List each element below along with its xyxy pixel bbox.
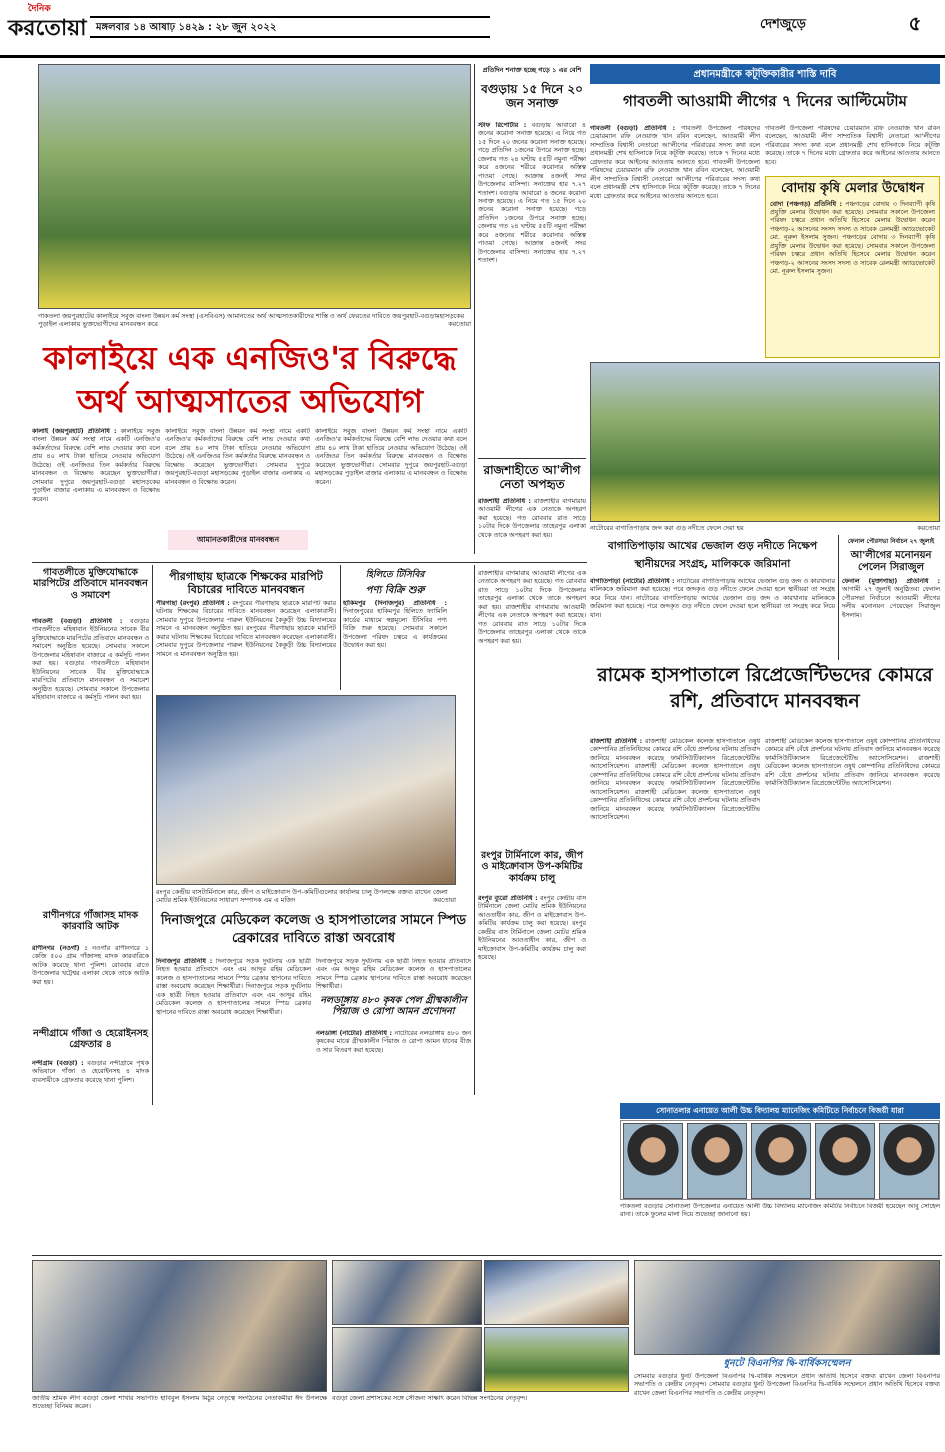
- caption-text: রংপুর কেন্দ্রীয় বাসটার্মিনালে কার, জীপ ও মাইক্রোবাস উপ-কমিটিগুলোর কার্যালয় চালু উপলক্ষে বক্তব্য রাখেন জেলা মোটর শ্রমিক ইউনিয়নের সাধারণ সম্পাদক এম এ মজিদ: [156, 888, 448, 905]
- bagatipara-headline-2: স্থানীয়দের সংগ্রহ, মালিককে জরিমানা: [634, 558, 791, 570]
- dinajpur-body: [156, 958, 311, 1098]
- gabtali-mukti-headline: গাবতলীতে মুক্তিযোদ্ধাকে মারপিটের প্রতিবাদে মানববন্ধন ও সমাবেশ: [33, 567, 148, 601]
- main-headline-2: অর্থ আত্মসাতের অভিযোগ: [76, 382, 424, 420]
- story-body-cont2: রাজশাহী মেডিকেল কলেজ হাসপাতালে ওষুধ কোম্পানির প্রতিনিধিদের কোমরে রশি বেঁধে প্রদর্শনের ঘটনায় প্রতিবাদ জানিয়ে মানববন্ধন করেছে ফার্মাসিউটিক্যালস রিপ্রেজেন্টেটিভ অ্যাসোসিয়েশন।: [590, 788, 760, 821]
- story-body: দিনাজপুরে সড়ক দুর্ঘটনায় এক ছাত্রী নিহত হওয়ার প্রতিবাদে এবং এম আব্দুর রহিম মেডিকেল কলেজ ও হাসপাতালের সামনে স্পিড ব্রেকার স্থাপনের দাবিতে রাস্তা অবরোধ করেছেন শিক্ষার্থীরা।: [156, 958, 311, 991]
- column-divider: [474, 565, 475, 1095]
- bottom-mid-caption: বগুড়া জেলা প্রশাসকের সঙ্গে সৌজন্য সাক্ষাৎ করেন বিভিন্ন সংগঠনের নেতৃবৃন্দ।: [332, 1395, 528, 1402]
- story-body-cont: রংপুর কেন্দ্রীয় বাস টার্মিনালে জেলা মোটর শ্রমিক ইউনিয়নের আওতাধীন কার, জীপ ও মাইক্রোবাস উপ-কমিটির কার্যক্রম চালু করা হয়েছে।: [478, 920, 586, 962]
- story-body-cont: রাজশাহী মেডিকেল কলেজ হাসপাতালে ওষুধ কোম্পানির প্রতিনিধিদের কোমরে রশি বেঁধে প্রদর্শনের ঘটনায় প্রতিবাদ জানিয়ে মানববন্ধন করেছে ফার্মাসিউটিক্যালস রিপ্রেজেন্টেটিভ অ্যাসোসিয়েশন।: [765, 754, 940, 788]
- byline: পীরগাছা (রংপুর) প্রতিনিধি :: [156, 600, 230, 607]
- byline: স্টাফ রিপোর্টার :: [478, 122, 527, 129]
- story-body: রাজশাহীর বাগমারায় আওয়ামী লীগের এক নেতাকে অপহরণ করা হয়েছে। গত রোববার রাত সাড়ে ১০টার দিকে উপজেলার তাহেরপুর এলাকা থেকে তাকে অপহরণ করা হয়।: [478, 498, 586, 539]
- corona-headline: বগুড়ায় ১৫ দিনে ২০ জন সনাক্ত: [481, 82, 583, 111]
- tcb-headline: পণ্য বিক্রি শুরু: [365, 585, 425, 596]
- story-body: রংপুরের পীরগাছায় ছাত্রকে মারপিট করার ঘটনায় শিক্ষকের বিচারের দাবিতে মানববন্ধন করেছেন এলাকাবাসী। সোমবার দুপুরে উপজেলার পারুল ইউনিয়নের কৈকুড়ী উচ্চ বিদ্যালয়ের সামনে এ মানববন্ধন অনুষ্ঠিত হয়।: [156, 600, 336, 633]
- gabtali-headline: গাবতলী আওয়ামী লীগের ৭ দিনের আল্টিমেটাম: [623, 92, 907, 110]
- page-number: ৫: [908, 11, 922, 35]
- gabtali-mukti-body: [32, 618, 149, 908]
- logo-title: করতোয়া: [8, 15, 87, 41]
- main-story-col1: [32, 428, 160, 558]
- caption-text: নাটোরের বাগাতিপাড়ায় জব্দ করা গুড় নদীতে ফেলে দেয়া হয়: [590, 524, 744, 532]
- byline: বোদা (পঞ্চগড়) প্রতিনিধি :: [770, 200, 842, 208]
- main-story-col3: কালাইয়ে সবুজ বাংলা উন্নয়ন কর্ম সংস্থা নামে একটি এনজিও'র কর্মকর্তাদের বিরুদ্ধে বেশি লাভ দেওয়ার কথা বলে প্রায় ৪০ লাখ টাকা হাতিয়ে নেওয়ার অভিযোগ উঠেছে। ওই এনজিওর তিন কর্মকর্তার বিরুদ্ধে মানববন্ধন ও বিক্ষোভ করেছেন ভুক্তভোগীরা। সোমবার দুপুরে জয়পুরহাট-বগুড়া মহাসড়কের পুড়াইল বাজার এলাকায় এ মানববন্ধন ও বিক্ষোভ করেন।: [315, 428, 467, 486]
- right-banner: প্রধানমন্ত্রীকে কটূক্তিকারীর শাস্তি দাবি: [590, 64, 940, 84]
- award-banner: সোনাতলার এনায়েত আলী উচ্চ বিদ্যালয় ম্যানেজিং কমিটিতে নির্বাচনে বিজয়ী যারা: [620, 1103, 940, 1119]
- winner-portrait: [815, 1123, 875, 1199]
- bagatipara-headline-1: বাগাতিপাড়ায় আখের ভেজাল গুড় নদীতে নিক্ষেপ: [607, 540, 818, 552]
- naldanga-body: [316, 1030, 471, 1100]
- column-divider: [838, 535, 839, 660]
- story-body: রংপুর কেন্দ্রীয় বাস টার্মিনালে জেলা মোটর শ্রমিক ইউনিয়নের আওতাধীন কার, জীপ ও মাইক্রোবাস উপ-কমিটির কার্যক্রম চালু করা হয়েছে।: [478, 895, 586, 928]
- tcb-body: [343, 600, 447, 690]
- story-body: নাটোরের নলডাঙ্গায় ৪৮০ জন কৃষকের মাঝে গ্রীষ্মকালীন পিঁয়াজ ও রোপা আমন ধানের বীজ ও সার বিতরণ করা হয়েছে।: [316, 1030, 471, 1054]
- column-divider: [474, 64, 475, 554]
- rangpur-photo-caption: [156, 888, 456, 905]
- story-body: আগামী ২৭ জুলাই অনুষ্ঠিতব্য ফেনাল পৌরসভা নির্বাচনে আওয়ামী লীগের দলীয় মনোনয়ন পেয়েছেন সিরাজুল ইসলাম।: [842, 586, 940, 619]
- divider: [478, 458, 586, 459]
- photo-credit: করতোয়া: [433, 896, 456, 905]
- award-photos: [620, 1120, 940, 1200]
- bottom-left-photo: [32, 1260, 327, 1392]
- rangpur-headline: রংপুর টার্মিনালে কার, জীপ ও মাইক্রোবাস উপ-কমিটির কার্যক্রম চালু: [480, 850, 584, 884]
- section-divider: [32, 1255, 942, 1256]
- pirgachha-body: [156, 600, 336, 690]
- bottom-mid-photo: [484, 1260, 629, 1325]
- bagatipara-body: [590, 578, 835, 658]
- story-body: গাবতলী উপজেলা পরিষদের চেয়ারম্যান রফি নেওয়াজ খান রবিন বলেছেন, আওয়ামী লীগ সাম্প্রতিক বিশ্বাসী নেতারো আ'লীগের পরিবারের সদস্য কথা বলে প্রধানমন্ত্রী শেখ হাসিনাকে নিয়ে কটূক্তি করেছে। তাকে ৭ দিনের মধ্যে গ্রেফতার করে আইনের আওতায় আনতে হবে।: [590, 125, 760, 166]
- bottom-mid-photo: [332, 1327, 482, 1392]
- byline: বাগাতিপাড়া (নাটোর) প্রতিনিধি :: [590, 578, 675, 585]
- masthead: [0, 0, 945, 58]
- story-body: পঞ্চগড়ের বোদায় ৩ দিনব্যাপী কৃষি প্রযুক্তি মেলার উদ্বোধন করা হয়েছে। সোমবার সকালে উপজেলা পরিষদ চত্বরে প্রধান অতিথি হিসেবে মেলার উদ্বোধন করেন পঞ্চগড়-২ আসনের সংসদ সদস্য ও সাবেক রেলমন্ত্রী অ্যাডভোকেট মো. নূরুল ইসলাম সুজন।: [770, 200, 935, 242]
- gur-river-photo: [590, 362, 940, 522]
- photo-credit: করতোয়া: [448, 320, 471, 329]
- ranirgar-body: [32, 945, 149, 1025]
- pirgachha-headline: পীরগাছায় ছাত্রকে শিক্ষকের মারপিট বিচারের দাবিতে মানববন্ধন: [169, 570, 323, 597]
- story-body: কালাইয়ে সবুজ বাংলা উন্নয়ন কর্ম সংস্থা নামে একটি এনজিও'র কর্মকর্তাদের বিরুদ্ধে বেশি লাভ দেওয়ার কথা বলে প্রায় ৪০ লাখ টাকা হাতিয়ে নেওয়ার অভিযোগ উঠেছে। ওই এনজিওর তিন কর্মকর্তার বিরুদ্ধে মানববন্ধন ও বিক্ষোভ করেছেন ভুক্তভোগীরা। সোমবার দুপুরে জয়পুরহাট-বগুড়া মহাসড়কের পুড়াইল বাজার এলাকায় এ মানববন্ধন ও বিক্ষোভ করেন।: [32, 428, 160, 503]
- corona-body: [478, 122, 586, 452]
- protest-photo-caption: [38, 312, 471, 329]
- subhead-box: [168, 530, 308, 550]
- bottom-right-photo: [634, 1260, 940, 1355]
- story-body-cont: গাবতলী উপজেলা পরিষদের চেয়ারম্যান রফি নেওয়াজ খান রবিন বলেছেন, আওয়ামী লীগ সাম্প্রতিক বিশ্বাসী নেতারো আ'লীগের পরিবারের সদস্য কথা বলে প্রধানমন্ত্রী শেখ হাসিনাকে নিয়ে কটূক্তি করেছে। তাকে ৭ দিনের মধ্যে গ্রেফতার করে আইনের আওতায় আনতে হবে।: [590, 158, 760, 200]
- krishi-body: [766, 197, 939, 337]
- column-divider: [152, 565, 153, 1105]
- photo-credit: করতোয়া: [917, 524, 940, 532]
- byline: রাজশাহী প্রতিনিধি :: [478, 498, 531, 505]
- sirajul-kicker: ফেনাল পৌরসভা নির্বাচন ২৭ জুলাই: [847, 538, 935, 545]
- dhunat-headline: ধুনটে বিএনপির দ্বি-বার্ষিকসম্মেলন: [723, 1358, 851, 1369]
- caption-text-cont: সোমবার বগুড়ার ধুনট উপজেলা বিএনপির দ্বি-বার্ষিক সম্মেলনে প্রধান অতিথি হিসেবে বক্তব্য রাখেন জেলা বিএনপির সভাপতি ও কেন্দ্রীয় নেতৃবৃন্দ।: [634, 1381, 940, 1397]
- krishi-headline: বোদায় কৃষি মেলার উদ্বোধন: [780, 181, 925, 196]
- story-body: বগুড়ার নন্দীগ্রামে পৃথক অভিযানে গাঁজা ও হেরোইনসহ ৪ মাদক ব্যবসায়ীকে গ্রেফতার করেছে থানা পুলিশ।: [32, 1060, 149, 1084]
- column-divider: [340, 565, 341, 690]
- byline: রংপুর ব্যুরো প্রতিনিধি :: [478, 895, 538, 902]
- caption-text: সোমবার বগুড়ার ধুনট উপজেলা বিএনপির দ্বি-বার্ষিক সম্মেলনে প্রধান অতিথি হিসেবে বক্তব্য রাখেন জেলা বিএনপির সভাপতি ও কেন্দ্রীয় নেতৃবৃন্দ।: [634, 1373, 940, 1389]
- story-body: দিনাজপুরের হাকিমপুর হিলিতে ফ্যামিলি কার্ডের মাধ্যমে স্বল্পমূল্যে টিসিবির পণ্য বিক্রি শুরু হয়েছে। সোমবার সকালে উপজেলা পরিষদ চত্বরে এ কার্যক্রমের উদ্বোধন করা হয়।: [343, 608, 447, 650]
- ramek-headline: রামেক হাসপাতালে রিপ্রেজেন্টিভদের কোমরে রশি, প্রতিবাদে মানববন্ধন: [597, 664, 933, 712]
- byline: দিনাজপুর প্রতিনিধি :: [156, 958, 213, 965]
- tcb-kicker: হিলিতে টিসিবির: [365, 570, 425, 580]
- story-body-cont: দিনাজপুরে সড়ক দুর্ঘটনায় এক ছাত্রী নিহত হওয়ার প্রতিবাদে এবং এম আব্দুর রহিম মেডিকেল কলেজ ও হাসপাতালের সামনে স্পিড ব্রেকার স্থাপনের দাবিতে রাস্তা অবরোধ করেছেন শিক্ষার্থীরা।: [156, 983, 311, 1016]
- story-body-cont: রাজশাহীর বাগমারায় আওয়ামী লীগের এক নেতাকে অপহরণ করা হয়েছে। গত রোববার রাত সাড়ে ১০টার দিকে উপজেলার তাহেরপুর এলাকা থেকে তাকে অপহরণ করা হয়।: [478, 603, 586, 645]
- bottom-mid-photo: [484, 1327, 629, 1392]
- story-body: বগুড়ার গাবতলীতে মহিষাবান ইউনিয়নের সাবেক বীর মুক্তিযোদ্ধাকে মারপিটের প্রতিবাদে মানববন্ধন ও সমাবেশ অনুষ্ঠিত হয়েছে। সোমবার সকালে উপজেলার মহিষাবান বাজারে এ কর্মসূচি পালন করা হয়।: [32, 618, 149, 668]
- sirajul-body: [842, 578, 940, 658]
- rangpur-body: [478, 895, 586, 1100]
- nandigram-body: [32, 1060, 149, 1100]
- dinajpur-body-col2: দিনাজপুরে সড়ক দুর্ঘটনায় এক ছাত্রী নিহত হওয়ার প্রতিবাদে এবং এম আব্দুর রহিম মেডিকেল কলেজ ও হাসপাতালের সামনে স্পিড ব্রেকার স্থাপনের দাবিতে রাস্তা অবরোধ করেছেন শিক্ষার্থীরা।: [316, 958, 471, 991]
- newspaper-logo: [8, 4, 86, 52]
- story-body: নাটোরের বাগাতিপাড়ায় আখের ভেজাল গুড় জব্দ ও কারখানার মালিককে জরিমানা করা হয়েছে। পরে জব্দকৃত গুড় নদীতে ফেলে দেওয়া হলে স্থানীয়রা তা সংগ্রহ করে নিয়ে যান।: [590, 578, 835, 602]
- corona-kicker: প্রতিদিন শনাক্ত হচ্ছে গড়ে ১ এর বেশি: [482, 66, 582, 74]
- main-story-col2: কালাইয়ে সবুজ বাংলা উন্নয়ন কর্ম সংস্থা নামে একটি এনজিও'র কর্মকর্তাদের বিরুদ্ধে বেশি লাভ দেওয়ার কথা বলে প্রায় ৪০ লাখ টাকা হাতিয়ে নেওয়ার অভিযোগ উঠেছে। ওই এনজিওর তিন কর্মকর্তার বিরুদ্ধে মানববন্ধন ও বিক্ষোভ করেছেন ভুক্তভোগীরা। সোমবার দুপুরে জয়পুরহাট-বগুড়া মহাসড়কের পুড়াইল বাজার এলাকায় এ মানববন্ধন ও বিক্ষোভ করেন।: [165, 428, 310, 486]
- byline: গাবতলী (বগুড়া) প্রতিনিধি :: [32, 618, 123, 625]
- story-body-cont: রংপুরের পীরগাছায় ছাত্রকে মারপিট করার ঘটনায় শিক্ষকের বিচারের দাবিতে মানববন্ধন করেছেন এলাকাবাসী। সোমবার দুপুরে উপজেলার পারুল ইউনিয়নের কৈকুড়ী উচ্চ বিদ্যালয়ের সামনে এ মানববন্ধন অনুষ্ঠিত হয়।: [156, 625, 336, 658]
- byline: রাজশাহী প্রতিনিধি :: [590, 738, 643, 745]
- byline: নলডাঙ্গা (নাটোর) প্রতিনিধি :: [316, 1030, 393, 1037]
- dhunat-caption: [634, 1373, 940, 1447]
- rangpur-meeting-photo: [156, 695, 456, 885]
- byline: নন্দীগ্রাম (বগুড়া) :: [32, 1060, 84, 1067]
- dinajpur-headline: দিনাজপুরে মেডিকেল কলেজ ও হাসপাতালের সামনে স্পিড ব্রেকারের দাবিতে রাস্তা অবরোধ: [160, 913, 467, 947]
- gabtali-body-col2: গাবতলী উপজেলা পরিষদের চেয়ারম্যান রফি নেওয়াজ খান রবিন বলেছেন, আওয়ামী লীগ সাম্প্রতিক বিশ্বাসী নেতারো আ'লীগের পরিবারের সদস্য কথা বলে প্রধানমন্ত্রী শেখ হাসিনাকে নিয়ে কটূক্তি করেছে। তাকে ৭ দিনের মধ্যে গ্রেফতার করে আইনের আওতায় আনতে হবে।: [765, 125, 940, 166]
- subhead: আমানতকারীদের মানববন্ধন: [196, 535, 280, 544]
- gur-photo-caption: [590, 524, 940, 532]
- main-headline-1: কালাইয়ে এক এনজিও'র বিরুদ্ধে: [43, 339, 457, 377]
- gabtali-body-col1: [590, 125, 760, 355]
- sirajul-headline: আ'লীগের মনোনয়ন পেলেন সিরাজুল: [850, 550, 932, 573]
- byline: হাকিমপুর (দিনাজপুর) প্রতিনিধি :: [343, 600, 447, 607]
- winner-portrait: [879, 1123, 939, 1199]
- story-body-cont: নাটোরের বাগাতিপাড়ায় আখের ভেজাল গুড় জব্দ ও কারখানার মালিককে জরিমানা করা হয়েছে। পরে জব্দকৃত গুড় নদীতে ফেলে দেওয়া হলে স্থানীয়রা তা সংগ্রহ করে নিয়ে যান।: [590, 594, 835, 619]
- award-caption: গাকতলা বগুড়ার সোনাতলা উপজেলার এনায়েত আলী উচ্চ বিদ্যালয় ম্যানেজিং কমিটির নির্বাচনে বিজয়ী হয়েছেন আবু সোহেল রানা। তাকে ফুলের মালা দিয়ে শুভেচ্ছা জানানো হয়।: [620, 1203, 940, 1219]
- byline: কালাই (জয়পুরহাট) প্রতিনিধি :: [32, 428, 117, 435]
- byline: গাবতলী (বগুড়া) প্রতিনিধি :: [590, 125, 676, 132]
- winner-portrait: [687, 1123, 747, 1199]
- winner-portrait: [751, 1123, 811, 1199]
- ramek-body-col2: [765, 738, 940, 1098]
- winner-portrait: [623, 1123, 683, 1199]
- story-body-cont: রাজশাহী মেডিকেল কলেজ হাসপাতালে ওষুধ কোম্পানির প্রতিনিধিদের কোমরে রশি বেঁধে প্রদর্শনের ঘটনায় প্রতিবাদ জানিয়ে মানববন্ধন করেছে ফার্মাসিউটিক্যালস রিপ্রেজেন্টেটিভ অ্যাসোসিয়েশন।: [590, 763, 760, 796]
- protest-photo: [38, 64, 471, 309]
- story-body-cont: বগুড়ার গাবতলীতে মহিষাবান ইউনিয়নের সাবেক বীর মুক্তিযোদ্ধাকে মারপিটের প্রতিবাদে মানববন্ধন ও সমাবেশ অনুষ্ঠিত হয়েছে। সোমবার সকালে উপজেলার মহিষাবান বাজারে এ কর্মসূচি পালন করা হয়।: [32, 660, 149, 701]
- story-body-cont: পঞ্চগড়ের বোদায় ৩ দিনব্যাপী কৃষি প্রযুক্তি মেলার উদ্বোধন করা হয়েছে। সোমবার সকালে উপজেলা পরিষদ চত্বরে প্রধান অতিথি হিসেবে মেলার উদ্বোধন করেন পঞ্চগড়-২ আসনের সংসদ সদস্য ও সাবেক রেলমন্ত্রী অ্যাডভোকেট মো. নূরুল ইসলাম সুজন।: [770, 234, 935, 276]
- section-name: দেশজুড়ে: [760, 17, 806, 32]
- naldanga-headline: নলডাঙ্গায় ৪৮০ কৃষক পেল গ্রীষ্মকালীন পিঁয়াজ ও রোপা আমন প্রণোদনা: [320, 995, 467, 1018]
- ranirgar-headline: রাণীনগরে গাঁজাসহ মাদক কারবারি আটক: [42, 910, 139, 933]
- story-body: রাজশাহী মেডিকেল কলেজ হাসপাতালে ওষুধ কোম্পানির প্রতিনিধিদের কোমরে রশি বেঁধে প্রদর্শনের ঘটনায় প্রতিবাদ জানিয়ে মানববন্ধন করেছে ফার্মাসিউটিক্যালস রিপ্রেজেন্টেটিভ অ্যাসোসিয়েশন।: [590, 738, 760, 771]
- dateline: মঙ্গলবার ১৪ আষাঢ় ১৪২৯ : ২৮ জুন ২০২২: [90, 16, 490, 38]
- ramek-body-col1: [590, 738, 760, 1098]
- byline: রাণীনগর (নওগাঁ) :: [32, 945, 88, 952]
- rajshahi-headline: রাজশাহীতে আ'লীগ নেতা অপহৃত: [483, 463, 581, 492]
- story-body-cont: বগুড়ায় আবারো ৪ জনের করোনা সনাক্ত হয়েছে। এ নিয়ে গত ১৫ দিনে ২০ জনের করোনা সনাক্ত হয়েছে। গড়ে প্রতিদিন ১জনের উপরে সনাক্ত হচ্ছে। জেলায় গত ২৪ ঘণ্টায় ৫৫টি নমুনা পরীক্ষা করে ৪জনের শরীরে করোনার অস্তিত্ব পাওয়া গেছে। আক্রান্ত ৪জনই সদর উপজেলার বাসিন্দা। সনাক্তের হার ৭.২৭ শতাংশ।: [478, 189, 586, 264]
- story-body: নওগাঁর রাণীনগরে ১ কেজি ৫০০ গ্রাম গাঁজাসহ মাদক কারবারিকে আটক করেছে থানা পুলিশ। রোববার রাতে উপজেলার খট্টেশ্বর এলাকা থেকে তাকে আটক করা হয়।: [32, 945, 149, 986]
- byline: ফেনাল (মুক্তাগাছা) প্রতিনিধি :: [842, 578, 940, 585]
- bottom-mid-photo: [332, 1260, 482, 1325]
- logo-small-text: দৈনিক: [28, 4, 51, 14]
- rajshahi-body-cont: [478, 570, 586, 845]
- story-body: রাজশাহী মেডিকেল কলেজ হাসপাতালে ওষুধ কোম্পানির প্রতিনিধিদের কোমরে রশি বেঁধে প্রদর্শনের ঘটনায় প্রতিবাদ জানিয়ে মানববন্ধন করেছে ফার্মাসিউটিক্যালস রিপ্রেজেন্টেটিভ অ্যাসোসিয়েশন।: [765, 738, 940, 762]
- caption-text: গাকতলা জয়পুরহাটের কালাইয়ে সবুজ বাংলা উন্নয়ন কর্ম সংস্থা (এসবিএস) আমানতের অর্থ আত্মসাতকারীদের শাস্তি ও অর্থ ফেরতের দাবিতে জয়পুরহাট-বগুড়ামহাসড়কের পুড়াইল এলাকায় ভুক্তভোগীদের মানববন্ধন করে: [38, 312, 465, 329]
- story-body: রাজশাহীর বাগমারায় আওয়ামী লীগের এক নেতাকে অপহরণ করা হয়েছে। গত রোববার রাত সাড়ে ১০টার দিকে উপজেলার তাহেরপুর এলাকা থেকে তাকে অপহরণ করা হয়।: [478, 570, 586, 611]
- nandigram-headline: নন্দীগ্রামে গাঁজা ও হেরোইনসহ গ্রেফতার ৪: [33, 1028, 148, 1051]
- bottom-left-caption: জাতীয় শ্রমিক লীগ বগুড়া জেলা শাখার সভাপতি হাবিবুল ইসলাম মিঠুর নেতৃত্বে সংগঠনের নেতাকর্মীরা ঈদ উপলক্ষে শুভেচ্ছা বিনিময় করেন।: [32, 1395, 327, 1411]
- rajshahi-body: [478, 498, 586, 558]
- story-body: বগুড়ায় আবারো ৪ জনের করোনা সনাক্ত হয়েছে। এ নিয়ে গত ১৫ দিনে ২০ জনের করোনা সনাক্ত হয়েছে। গড়ে প্রতিদিন ১জনের উপরে সনাক্ত হচ্ছে। জেলায় গত ২৪ ঘণ্টায় ৫৫টি নমুনা পরীক্ষা করে ৪জনের শরীরে করোনার অস্তিত্ব পাওয়া গেছে। আক্রান্ত ৪জনই সদর উপজেলার বাসিন্দা। সনাক্তের হার ৭.২৭ শতাংশ।: [478, 122, 586, 197]
- section-divider: [32, 562, 587, 563]
- krishi-box: [765, 176, 940, 358]
